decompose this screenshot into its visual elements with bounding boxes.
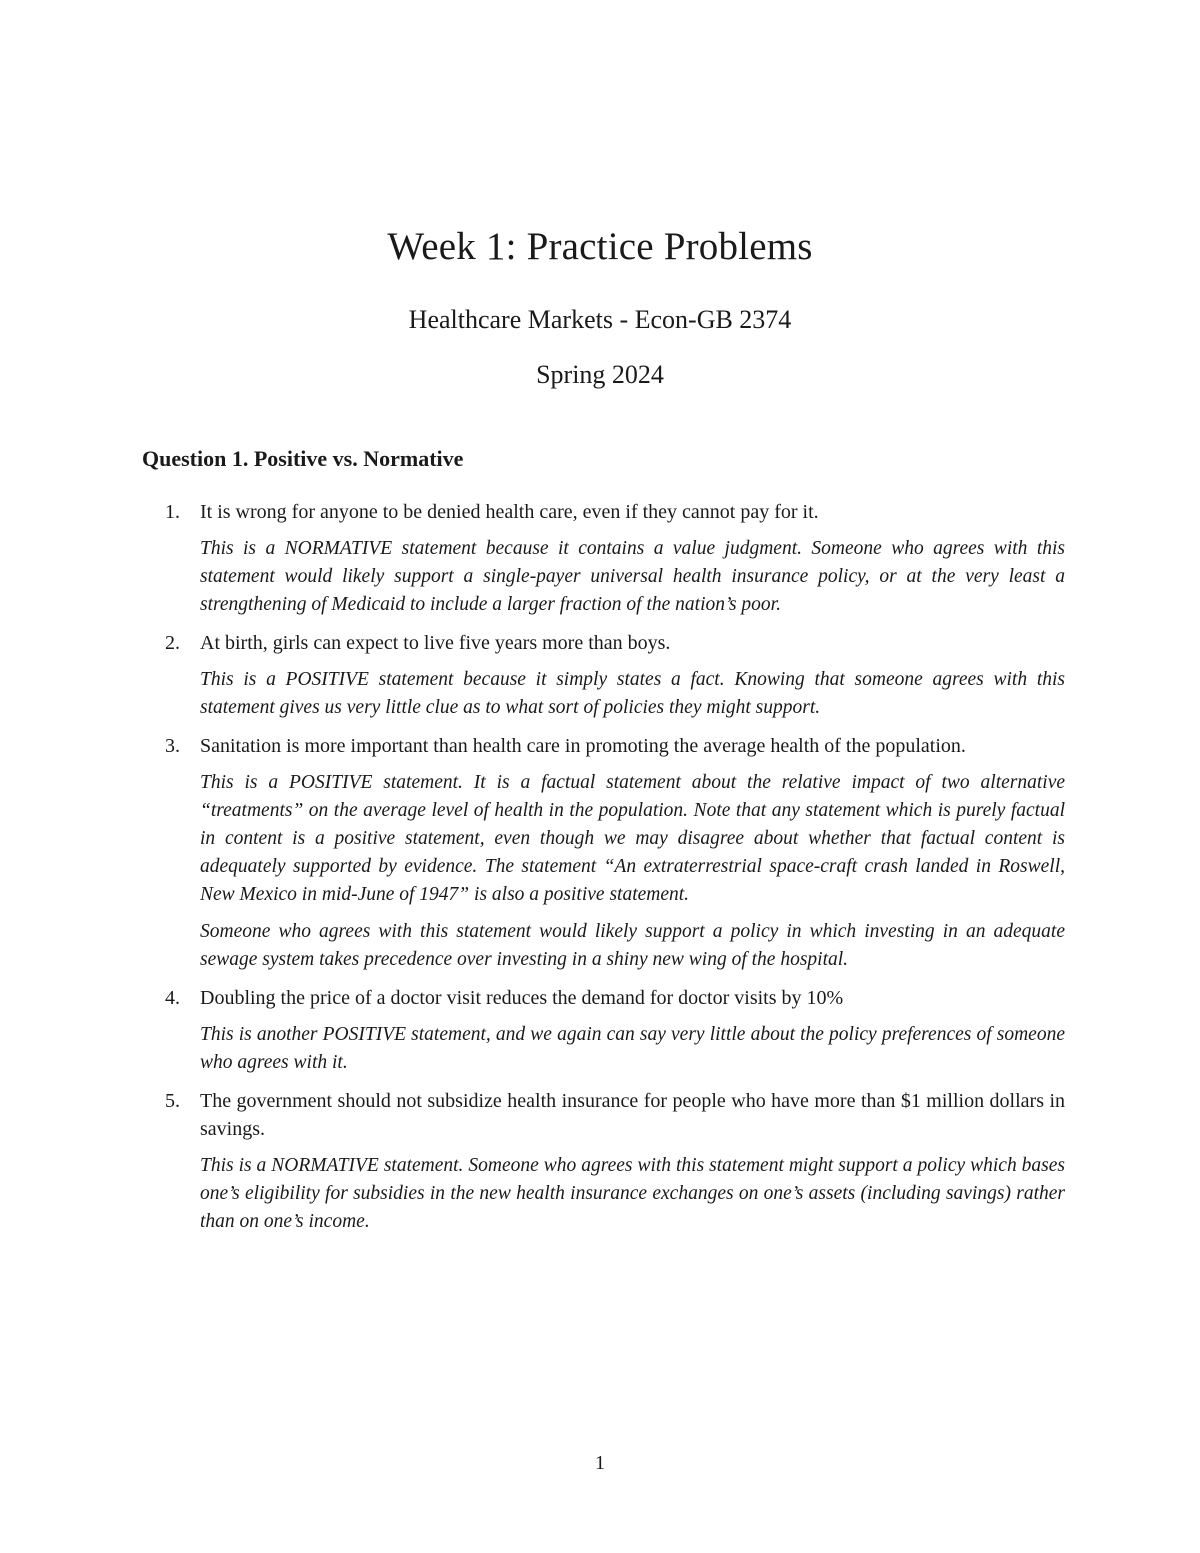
statement-text: Doubling the price of a doctor visit reduces the demand for doctor visits by 10% [200, 987, 844, 1009]
item-number: 4. [165, 987, 180, 1009]
list-item [165, 984, 1065, 1077]
statement-text: The government should not subsidize health insurance for people who have more than $1 million dollars in savings. [200, 1090, 1065, 1140]
term: Spring 2024 [536, 360, 664, 389]
item-number: 2. [165, 632, 180, 654]
answer-text: This is a NORMATIVE statement. Someone who agrees with this statement might support a policy which bases one’s eligibility for subsidies in the new health insurance exchanges on one’s assets (including savings) rather than on one’s income. [200, 1155, 1065, 1232]
list-item [165, 1087, 1065, 1236]
question-items-list [165, 498, 1065, 1246]
question-heading: Question 1. Positive vs. Normative [142, 446, 464, 471]
page-number: 1 [595, 1452, 605, 1474]
document-title: Week 1: Practice Problems [387, 225, 813, 268]
list-item [165, 732, 1065, 974]
list-item [165, 498, 1065, 619]
item-number: 5. [165, 1090, 180, 1112]
statement-text: Sanitation is more important than health care in promoting the average health of the population. [200, 735, 966, 757]
course-name: Healthcare Markets - Econ-GB 2374 [408, 305, 792, 334]
answer-text: Someone who agrees with this statement would likely support a policy in which investing in an adequate sewage system takes precedence over investing in a shiny new wing of the hospital. [200, 921, 1065, 970]
item-number: 3. [165, 735, 180, 757]
list-item [165, 629, 1065, 722]
item-number: 1. [165, 501, 180, 523]
statement-text: At birth, girls can expect to live five years more than boys. [200, 632, 671, 654]
answer-text: This is a POSITIVE statement. It is a factual statement about the relative impact of two alternative “treatments” on the average level of health in the population. Note that any statement which is purely factual in content is a positive statement, even though we may disagree about whether that factual content is adequately supported by evidence. The statement “An extraterrestrial space-craft crash landed in Roswell, New Mexico in mid-June of 1947” is also a positive statement. [200, 772, 1065, 905]
answer-text: This is a NORMATIVE statement because it contains a value judgment. Someone who agrees with this statement would likely support a single-payer universal health insurance policy, or at the very least a strengthening of Medicaid to include a larger fraction of the nation’s poor. [200, 538, 1065, 615]
statement-text: It is wrong for anyone to be denied health care, even if they cannot pay for it. [200, 501, 819, 523]
answer-text: This is another POSITIVE statement, and we again can say very little about the policy preferences of someone who agrees with it. [200, 1024, 1065, 1073]
answer-text: This is a POSITIVE statement because it simply states a fact. Knowing that someone agrees with this statement gives us very little clue as to what sort of policies they might support. [200, 669, 1065, 718]
